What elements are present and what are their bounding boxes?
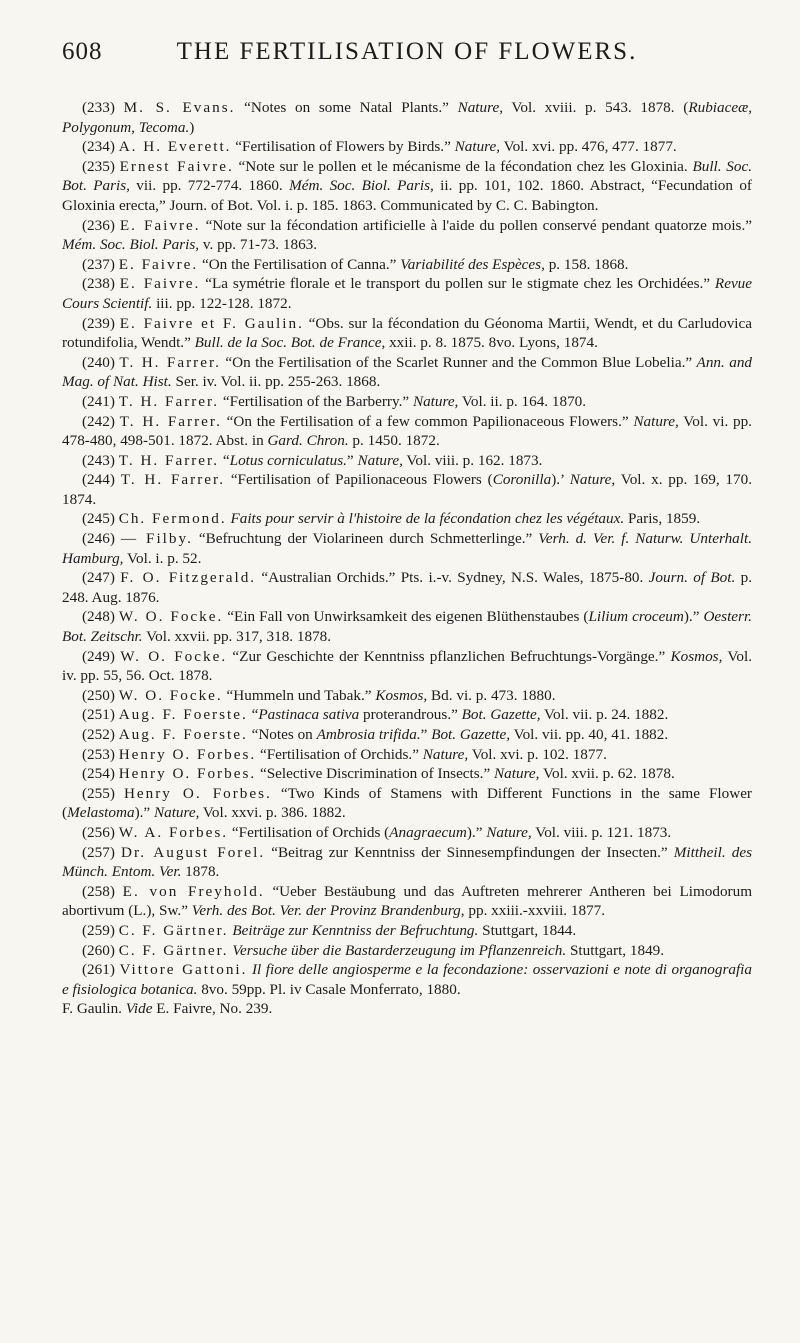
reference-text: “Fertilisation of Papilionaceous Flowers ( — [225, 471, 493, 489]
reference-entry — [62, 451, 752, 471]
reference-text: vii. pp. 772-774. 1860. — [129, 177, 290, 195]
reference-number: (233) — [82, 99, 115, 116]
reference-text: “Fertilisation of Orchids ( — [228, 823, 390, 841]
reference-text: Ser. iv. Vol. ii. pp. 255-263. 1868. — [171, 373, 381, 391]
trailer-text: E. Faivre, No. 239. — [152, 1000, 273, 1018]
reference-text: “ — [247, 706, 259, 724]
reference-text: v. pp. 71-73. 1863. — [199, 236, 318, 254]
reference-text: p. 158. 1868. — [544, 255, 629, 273]
reference-number: (250) — [82, 686, 115, 704]
reference-entry — [62, 216, 752, 255]
reference-author: E. Faivre et F. Gaulin. — [119, 314, 304, 332]
reference-text: “Obs. sur la fécondation du Géonoma Martii, Wendt, et du Carludovica rotundifolia, Wendt.” — [62, 314, 753, 352]
trailer-text: F. Gaulin. — [62, 1000, 126, 1018]
reference-italic: Kosmos, — [670, 647, 723, 665]
reference-text: ).” — [683, 608, 704, 626]
reference-number: (261) — [82, 961, 115, 979]
reference-author: Henry O. Forbes. — [118, 765, 257, 783]
reference-entries — [62, 98, 752, 999]
reference-author: E. von Freyhold. — [122, 882, 265, 900]
reference-entry — [62, 470, 752, 509]
reference-text: “Two Kinds of Stamens with Different Functions in the same Flower ( — [62, 784, 752, 822]
reference-italic: Mittheil. des Münch. Entom. Ver. — [62, 843, 752, 881]
reference-italic: Bull. de la Soc. Bot. de France, — [194, 334, 386, 352]
reference-number: (253) — [82, 745, 115, 763]
reference-italic: Nature, — [569, 471, 616, 489]
reference-italic: Lilium croceum — [588, 608, 684, 626]
reference-text: “Notes on — [247, 726, 317, 743]
reference-number: (256) — [82, 823, 115, 841]
running-title: THE FERTILISATION OF FLOWERS. — [176, 38, 638, 65]
reference-italic: Rubiaceæ, Polygonum, Tecoma. — [62, 99, 753, 136]
reference-number: (252) — [82, 726, 115, 743]
reference-number: (248) — [82, 608, 115, 626]
reference-text: “Ueber Bestäubung und das Auftreten mehrerer Antheren bei Limodorum abortivum (L.), Sw.” — [62, 882, 753, 920]
reference-italic: Verh. des Bot. Ver. der Provinz Brandenburg, — [191, 902, 465, 920]
reference-italic: Beiträge zur Kenntniss der Befruchtung. — [232, 921, 479, 939]
reference-italic: Bull. Soc. Bot. Paris, — [62, 157, 753, 195]
reference-entry — [62, 157, 752, 216]
reference-text: Vol. i. p. 52. — [123, 549, 202, 567]
reference-text: Vol. viii. p. 121. 1873. — [531, 823, 672, 841]
reference-text: iii. pp. 122-128. 1872. — [152, 294, 292, 312]
reference-number: (243) — [82, 451, 115, 469]
reference-text: Vol. iv. pp. 55, 56. Oct. 1878. — [62, 647, 753, 685]
reference-text: “Zur Geschichte der Kenntniss pflanzlichen Befruchtungs-Vorgänge.” — [227, 647, 671, 665]
reference-italic: Nature, — [486, 823, 532, 841]
reference-text: “Befruchtung der Violarineen durch Schmetterlinge.” — [192, 530, 539, 548]
reference-text: Vol. x. pp. 169, 170. 1874. — [62, 471, 752, 508]
reference-number: (240) — [82, 353, 115, 371]
reference-number: (241) — [82, 392, 115, 410]
reference-text: “Selective Discrimination of Insects.” — [256, 765, 495, 783]
reference-italic: Verh. d. Ver. f. Naturw. Unterhalt. Hamburg, — [62, 530, 753, 567]
reference-author: C. F. Gärtner. — [118, 941, 229, 959]
reference-text: “La symétrie florale et le transport du pollen sur le stigmate chez les Orchidées.” — [200, 275, 715, 293]
reference-author: Aug. F. Foerste. — [118, 706, 248, 724]
reference-italic: Il fiore delle angiosperme e la fecondazione: osservazioni e note di organografia e fisiologica botanica. — [62, 961, 752, 998]
reference-number: (244) — [82, 471, 115, 489]
reference-number: (245) — [82, 510, 115, 528]
reference-italic: Ann. and Mag. of Nat. Hist. — [62, 353, 753, 391]
reference-number: (247) — [82, 569, 115, 587]
reference-entry — [62, 686, 752, 706]
reference-entry — [62, 353, 752, 392]
reference-number: (259) — [82, 921, 115, 939]
reference-text: Vol. vii. pp. 40, 41. 1882. — [510, 726, 669, 743]
reference-text: 8vo. 59pp. Pl. iv Casale Monferrato, 1880. — [197, 980, 461, 998]
reference-text: “Fertilisation of Flowers by Birds.” — [231, 138, 455, 156]
reference-entry — [62, 607, 752, 646]
reference-author: C. F. Gärtner. — [118, 921, 229, 939]
reference-entry — [62, 823, 752, 843]
reference-text: “Note sur le pollen et le mécanisme de la fécondation chez les Gloxinia. — [233, 157, 693, 175]
reference-author: W. O. Focke. — [118, 686, 223, 704]
reference-number: (249) — [82, 647, 115, 665]
reference-trailer — [62, 999, 752, 1019]
reference-author: Aug. F. Foerste. — [118, 726, 248, 743]
reference-author: Ernest Faivre. — [119, 157, 234, 175]
reference-number: (238) — [82, 275, 115, 293]
reference-number: (260) — [82, 941, 115, 959]
reference-text: “On the Fertilisation of the Scarlet Runner and the Common Blue Lobelia.” — [220, 353, 697, 371]
reference-number: (257) — [82, 843, 115, 861]
reference-italic: Nature, — [153, 804, 200, 822]
reference-author: W. O. Focke. — [118, 608, 224, 626]
reference-author: A. H. Everett. — [118, 138, 232, 156]
reference-text: Vol. xxvi. p. 386. 1882. — [199, 804, 346, 822]
reference-author: Henry O. Forbes. — [118, 745, 257, 763]
reference-italic: Gard. Chron. — [267, 432, 349, 450]
reference-text: proterandrous.” — [359, 706, 462, 724]
reference-text: “Australian Orchids.” Pts. i.-v. Sydney, N.S. Wales, 1875-80. — [256, 569, 649, 587]
reference-author: E. Faivre. — [119, 216, 201, 234]
reference-author: E. Faivre. — [118, 255, 199, 273]
reference-entry — [62, 843, 752, 882]
reference-author: Vittore Gattoni. — [119, 961, 248, 979]
reference-text: xxii. p. 8. 1875. 8vo. Lyons, 1874. — [385, 334, 598, 352]
reference-text: “Fertilisation of the Barberry.” — [219, 392, 413, 410]
reference-text: Vol. xvi. p. 102. 1877. — [468, 745, 607, 763]
reference-text: Paris, 1859. — [624, 510, 701, 528]
reference-italic: Bot. Gazette, — [461, 706, 541, 724]
reference-text: ) — [189, 118, 195, 136]
reference-text: Stuttgart, 1849. — [566, 941, 665, 959]
reference-author: W. A. Forbes. — [118, 823, 229, 841]
reference-italic: Nature, — [357, 451, 403, 469]
reference-text: Bd. vi. p. 473. 1880. — [427, 686, 556, 704]
reference-author: T. H. Farrer. — [119, 353, 221, 371]
reference-author: Dr. August Forel. — [121, 843, 266, 861]
reference-number: (237) — [82, 255, 115, 273]
reference-number: (251) — [82, 706, 115, 724]
reference-entry — [62, 392, 752, 412]
reference-text: Stuttgart, 1844. — [478, 921, 577, 939]
reference-text: ).” — [466, 823, 487, 841]
reference-italic: Nature, — [457, 99, 503, 116]
reference-entry — [62, 941, 752, 961]
reference-text: Vol. xxvii. pp. 317, 318. 1878. — [142, 628, 332, 646]
reference-number: (234) — [82, 138, 115, 156]
reference-entry — [62, 705, 752, 725]
reference-text: “Beitrag zur Kenntniss der Sinnesempfindungen der Insecten.” — [265, 843, 674, 861]
reference-text: Vol. xvii. p. 62. 1878. — [539, 765, 675, 783]
reference-number: (258) — [82, 882, 115, 900]
reference-number: (254) — [82, 765, 115, 783]
reference-author: E. Faivre. — [119, 275, 201, 293]
reference-entry — [62, 137, 752, 157]
reference-entry — [62, 784, 752, 823]
reference-text: ).” — [134, 804, 154, 822]
reference-author: Ch. Fermond. — [118, 510, 227, 528]
reference-number: (239) — [82, 314, 115, 332]
reference-italic: Melastoma — [67, 804, 135, 822]
reference-text: 1878. — [181, 863, 220, 881]
reference-italic: Oesterr. Bot. Zeitschr. — [62, 608, 752, 646]
reference-entry — [62, 568, 752, 607]
reference-text: “ — [219, 451, 230, 469]
reference-text: “On the Fertilisation of a few common Papilionaceous Flowers.” — [221, 412, 634, 430]
reference-author: T. H. Farrer. — [118, 451, 220, 469]
reference-entry — [62, 314, 752, 353]
reference-author: T. H. Farrer. — [119, 412, 222, 430]
reference-author: M. S. Evans. — [123, 99, 236, 116]
reference-entry — [62, 647, 752, 686]
reference-entry — [62, 412, 752, 451]
reference-author: T. H. Farrer. — [120, 471, 226, 489]
reference-text: Vol. xviii. p. 543. 1878. ( — [503, 99, 689, 116]
reference-number: (242) — [82, 412, 115, 430]
reference-number: (235) — [82, 157, 115, 175]
trailer-vide: Vide — [125, 1000, 153, 1018]
reference-text: Vol. ii. p. 164. 1870. — [458, 392, 587, 410]
reference-text: Vol. vi. pp. 478-480, 498-501. 1872. Abst. in — [62, 412, 752, 450]
reference-entry — [62, 725, 752, 745]
reference-italic: Nature, — [494, 765, 540, 783]
reference-entry — [62, 745, 752, 765]
reference-author: Henry O. Forbes. — [123, 784, 272, 802]
reference-author: T. H. Farrer. — [118, 392, 220, 410]
reference-text: “Ein Fall von Unwirksamkeit des eigenen Blüthenstaubes ( — [223, 608, 589, 626]
reference-italic: Mém. Soc. Biol. Paris, — [289, 177, 434, 195]
reference-text: “Note sur la fécondation artificielle à l'aide du pollen conservé pendant quatorze mois.” — [200, 216, 752, 234]
reference-italic: Journ. of Bot. — [648, 569, 736, 587]
reference-entry — [62, 255, 752, 275]
running-header — [62, 38, 752, 72]
reference-text: ” — [420, 726, 432, 743]
reference-italic: Kosmos, — [375, 686, 428, 704]
reference-entry — [62, 764, 752, 784]
reference-italic: Variabilité des Espèces, — [400, 255, 545, 273]
reference-entry — [62, 529, 752, 568]
reference-text: ii. pp. 101, 102. 1860. Abstract, “Fecundation of Gloxinia erecta,” Journ. of Bot. Vol. i. p. 185. 1863. Communicated by C. C. Babington. — [62, 177, 752, 214]
reference-author: W. O. Focke. — [120, 647, 228, 665]
reference-italic: Anagraecum — [389, 823, 467, 841]
reference-text: p. 248. Aug. 1876. — [62, 569, 753, 606]
reference-entry — [62, 921, 752, 941]
reference-text: Vol. xvi. pp. 476, 477. 1877. — [500, 138, 677, 156]
page-number: 608 — [62, 38, 103, 65]
reference-italic: Nature, — [633, 412, 679, 430]
reference-number: (255) — [82, 784, 115, 802]
reference-list — [62, 98, 752, 1019]
reference-italic: Lotus corniculatus. — [229, 451, 347, 469]
reference-text: Vol. vii. p. 24. 1882. — [540, 706, 669, 724]
reference-italic: Revue Cours Scientif. — [62, 275, 753, 312]
reference-italic: Bot. Gazette, — [431, 726, 511, 743]
reference-number: (246) — [82, 530, 115, 548]
reference-text: “Notes on some Natal Plants.” — [235, 99, 458, 116]
reference-text: Vol. viii. p. 162. 1873. — [402, 451, 543, 469]
reference-number: (236) — [82, 216, 115, 234]
reference-entry — [62, 274, 752, 313]
reference-entry — [62, 882, 752, 921]
reference-text: “Hummeln und Tabak.” — [222, 686, 376, 704]
reference-text: pp. xxiii.-xxviii. 1877. — [464, 902, 606, 920]
reference-italic: Nature, — [422, 745, 469, 763]
reference-text: “On the Fertilisation of Canna.” — [198, 255, 401, 273]
reference-text: ).’ — [551, 471, 570, 489]
reference-entry — [62, 98, 752, 137]
reference-author: — Filby. — [120, 530, 193, 548]
reference-italic: Nature, — [454, 138, 501, 156]
reference-italic: Faits pour servir à l'histoire de la fécondation chez les végétaux. — [230, 510, 625, 528]
reference-italic: Mém. Soc. Biol. Paris, — [62, 236, 200, 254]
reference-italic: Nature, — [412, 392, 459, 410]
reference-italic: Coronilla — [492, 471, 552, 489]
reference-text: p. 1450. 1872. — [348, 432, 440, 450]
reference-entry — [62, 509, 752, 529]
reference-italic: Ambrosia trifida. — [316, 726, 421, 743]
reference-text: “Fertilisation of Orchids.” — [256, 745, 423, 763]
reference-author: F. O. Fitzgerald. — [120, 569, 257, 587]
reference-italic: Pastinaca sativa — [258, 706, 360, 724]
reference-entry — [62, 960, 752, 999]
reference-italic: Versuche über die Bastarderzeugung im Pflanzenreich. — [232, 941, 567, 959]
reference-text: ” — [346, 451, 358, 469]
